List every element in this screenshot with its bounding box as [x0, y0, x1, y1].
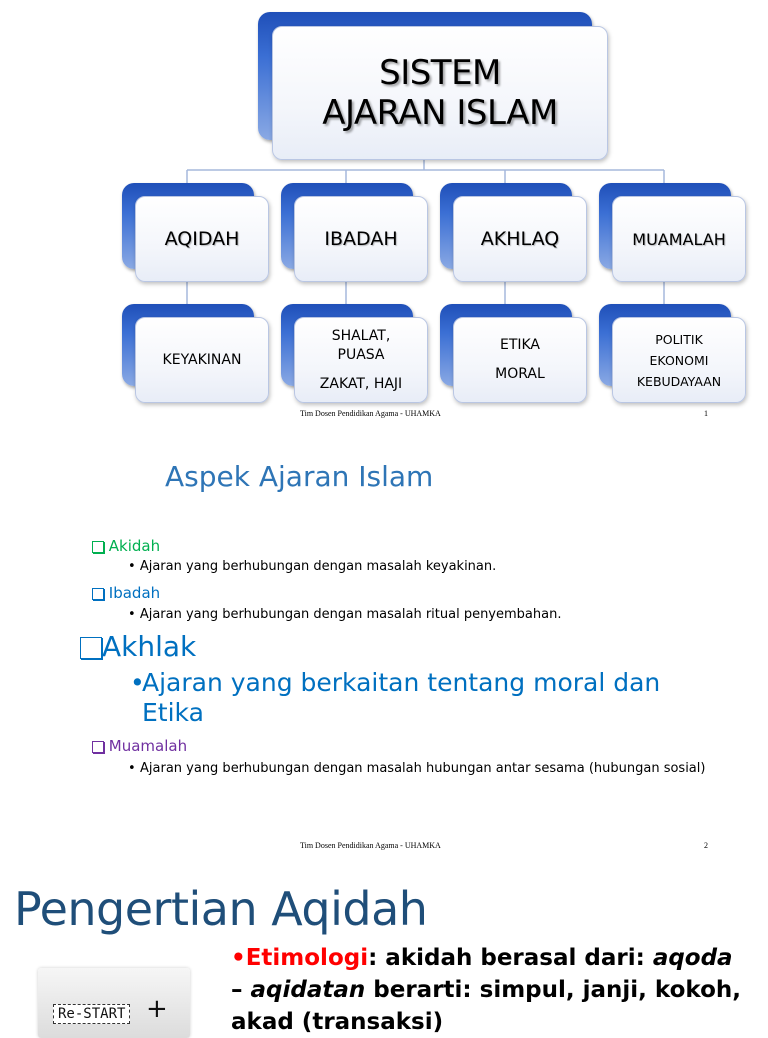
root-node — [258, 12, 610, 162]
category-label: AKHLAQ — [480, 228, 560, 250]
slide-aspek-ajaran-islam — [0, 432, 768, 864]
aspect-label: Akidah — [108, 537, 161, 555]
detail-node-akhlaq — [440, 304, 588, 404]
category-label: IBADAH — [324, 228, 398, 250]
category-node-muamalah — [599, 183, 747, 283]
root-title-line1: SISTEM — [379, 53, 501, 93]
detail-item: SHALAT, — [331, 327, 391, 344]
slide-footer: Tim Dosen Pendidikan Agama - UHAMKA — [300, 409, 441, 418]
restart-image — [38, 968, 190, 1038]
restart-label: Re-START — [53, 1004, 130, 1024]
root-title-line2: AJARAN ISLAM — [322, 93, 558, 133]
detail-item: KEYAKINAN — [162, 351, 242, 368]
slide-footer: Tim Dosen Pendidikan Agama - UHAMKA — [300, 841, 441, 850]
slide-title: Pengertian Aqidah — [14, 882, 428, 936]
aspect-label: Akhlak — [102, 630, 197, 663]
bullet-label: Etimologi — [245, 945, 369, 971]
checkbox-square-icon — [92, 541, 104, 553]
aspect-akhlak — [80, 630, 196, 663]
category-node-akhlaq — [440, 183, 588, 283]
aspect-desc: • Ajaran yang berhubungan dengan masalah ritual penyembahan. — [128, 607, 562, 622]
plus-icon: + — [146, 994, 168, 1024]
aspect-muamalah — [92, 737, 187, 755]
bullet-icon: • — [128, 559, 136, 574]
detail-node-aqidah — [122, 304, 270, 404]
bullet-icon: • — [128, 761, 136, 776]
bullet-icon: • — [231, 945, 246, 971]
bullet-icon: • — [130, 668, 145, 697]
checkbox-square-icon — [92, 741, 104, 753]
bullet-icon: • — [128, 607, 136, 622]
detail-item: ETIKA — [499, 337, 541, 353]
checkbox-square-icon — [92, 588, 104, 600]
category-node-aqidah — [122, 183, 270, 283]
aspect-desc: • Ajaran yang berhubungan dengan masalah keyakinan. — [128, 559, 497, 574]
aspect-desc: • Ajaran yang berhubungan dengan masalah hubungan antar sesama (hubungan sosial) — [128, 761, 706, 776]
detail-item: EKONOMI — [649, 352, 709, 368]
slide-pengertian-aqidah — [0, 864, 768, 1035]
detail-node-ibadah — [281, 304, 429, 404]
category-node-ibadah — [281, 183, 429, 283]
aspect-label: Ibadah — [108, 584, 161, 602]
aspect-ibadah — [92, 584, 160, 602]
category-label: AQIDAH — [164, 228, 240, 250]
etimologi-text: •Etimologi: akidah berasal dari: aqoda – aqidatan berarti: simpul, janji, kokoh, akad (transaksi) — [231, 945, 741, 1035]
detail-node-muamalah — [599, 304, 747, 404]
checkbox-square-icon — [80, 637, 102, 659]
detail-item: KEBUDAYAAN — [636, 373, 722, 389]
aspect-desc-large: • Ajaran yang berkaitan tentang moral dan Etika — [130, 668, 661, 727]
slide-sistem-ajaran-islam — [0, 0, 768, 432]
detail-item: MORAL — [495, 366, 545, 382]
aspect-label: Muamalah — [108, 737, 188, 755]
category-label: MUAMALAH — [632, 229, 726, 249]
detail-item: POLITIK — [655, 331, 703, 347]
page-number: 1 — [704, 409, 708, 418]
slide-title: Aspek Ajaran Islam — [165, 460, 434, 493]
detail-item: ZAKAT, HAJI — [319, 375, 403, 392]
aspect-akidah — [92, 537, 160, 555]
page-number: 2 — [704, 841, 708, 850]
detail-item: PUASA — [337, 346, 385, 363]
